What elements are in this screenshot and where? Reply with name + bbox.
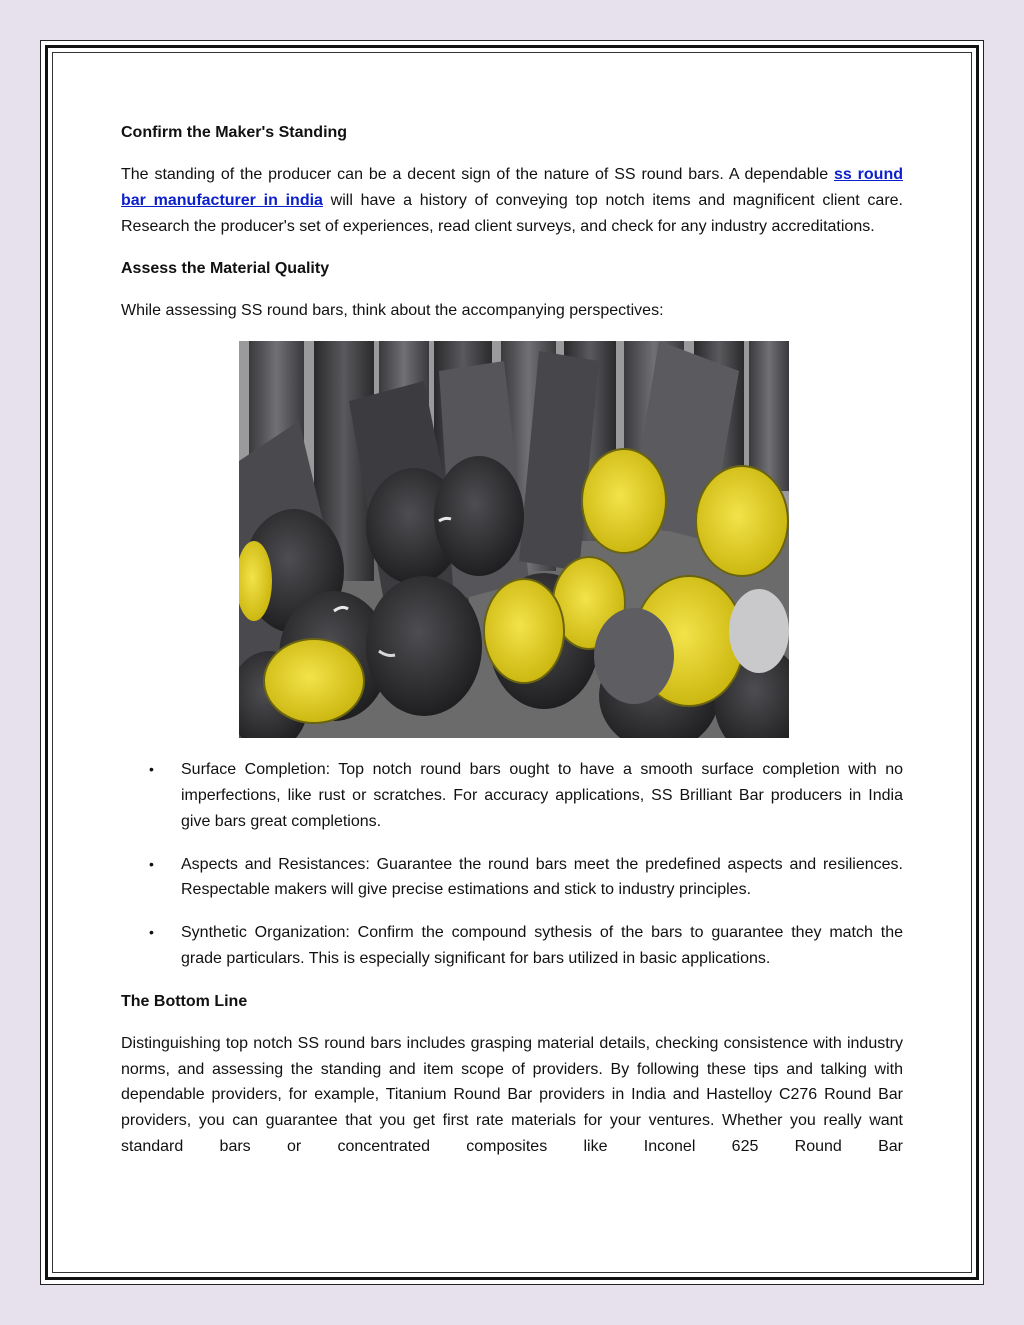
list-item [121,852,903,904]
paragraph-makers-standing [121,162,903,239]
list-item [121,920,903,972]
heading-bottom-line: The Bottom Line [121,992,248,1010]
quality-aspects-list [121,757,903,972]
paragraph-material-quality: While assessing SS round bars, think about the accompanying perspectives: [121,302,664,320]
paragraph-text: The standing of the producer can be a decent sign of the nature of SS round bars. A dependable [121,166,834,183]
heading-material-quality: Assess the Material Quality [121,260,330,278]
list-item-text: Aspects and Resistances: Guarantee the round bars meet the predefined aspects and resiliences. Respectable makers will give precise estimations and stick to industry principles. [181,855,903,899]
bullet-icon: • [149,924,154,941]
list-item [121,757,903,834]
paragraph-text: will have a history of conveying top notch items and magnificent client care. Research the producer's set of experiences, read client surveys, and check for any industry accreditations. [121,191,903,235]
round-bars-photo [239,341,789,738]
bullet-icon: • [149,855,154,872]
heading-makers-standing: Confirm the Maker's Standing [121,124,348,141]
manufacturer-link[interactable]: ss round bar manufacturer in india [121,166,903,209]
list-item-text: Synthetic Organization: Confirm the compound sythesis of the bars to guarantee they match the grade particulars. This is especially significant for bars utilized in basic applications. [181,924,903,967]
paragraph-bottom-line: Distinguishing top notch SS round bars includes grasping material details, checking consistence with industry norms, and assessing the standing and item scope of providers. By following these tips and talking with dependable providers, for example, Titanium Round Bar providers in India and Hastelloy C276 Round Bar providers, you can guarantee that you get first rate materials for your ventures. Whether you really want standard bars or concentrated composites like Inconel 625 Round Bar [121,1034,903,1155]
list-item-text: Surface Completion: Top notch round bars ought to have a smooth surface completion with no imperfections, like rust or scratches. For accuracy applications, SS Brilliant Bar producers in India give bars great completions. [181,761,903,830]
document-body [121,120,903,1177]
bullet-icon: • [149,761,154,778]
